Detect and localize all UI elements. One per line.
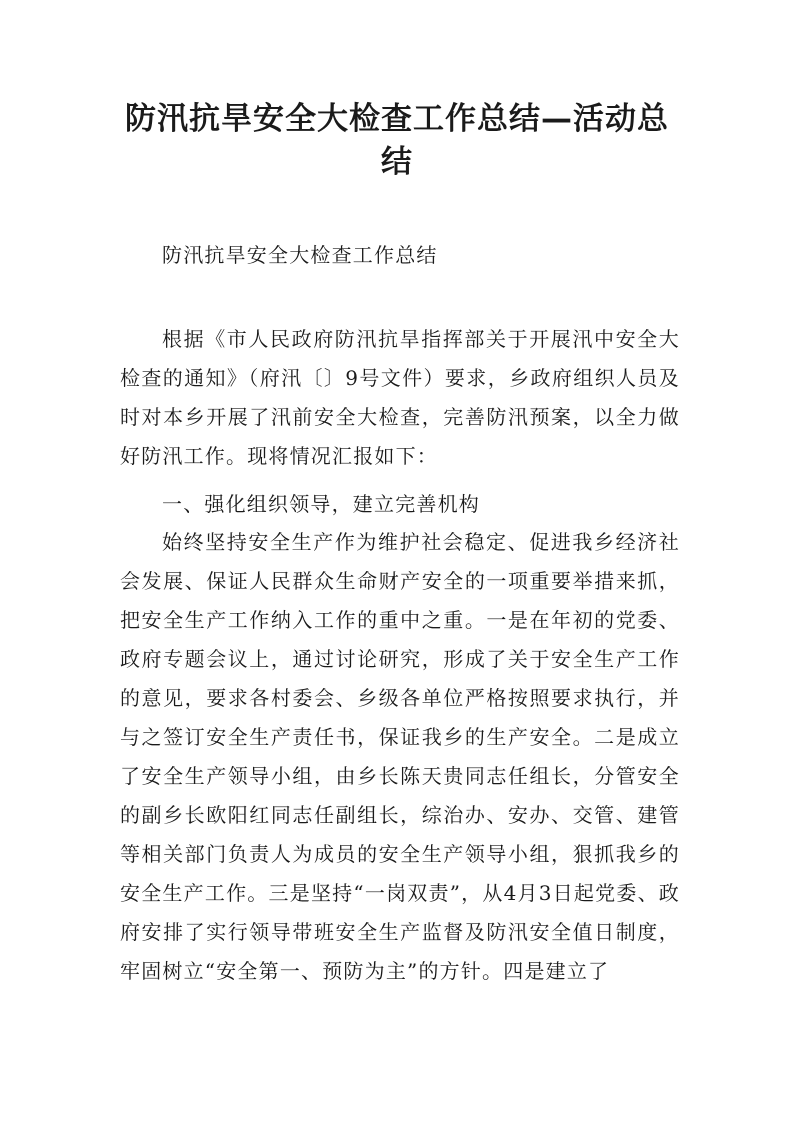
document-subtitle: 防汛抗旱安全大检查工作总结 [162,243,438,267]
section-heading: 一、强化组织领导，建立完善机构 [162,492,480,516]
intro-paragraph: 根据《市人民政府防汛抗旱指挥部关于开展汛中安全大检查的通知》（府汛〔〕9号文件）要求，乡政府组织人员及时对本乡开展了汛前安全大检查，完善防汛预案，以全力做好防汛工作。现将情况汇报如下： [120,327,680,468]
document-title: 防汛抗旱安全大检查工作总结—活动总结 [125,101,669,180]
section-paragraph: 始终坚持安全生产作为维护社会稳定、促进我乡经济社会发展、保证人民群众生命财产安全的一项重要举措来抓，把安全生产工作纳入工作的重中之重。一是在年初的党委、政府专题会议上，通过讨论研究，形成了关于安全生产工作的意见，要求各村委会、乡级各单位严格按照要求执行，并与之签订安全生产责任书，保证我乡的生产安全。二是成立了安全生产领导小组，由乡长陈天贵同志任组长，分管安全的副乡长欧阳红同志任副组长，综治办、安办、交管、建管等相关部门负责人为成员的安全生产领导小组，狠抓我乡的安全生产工作。三是坚持“一岗双责”，从4月3日起党委、政府安排了实行领导带班安全生产监督及防汛安全值日制度，牢固树立“安全第一、预防为主”的方针。四是建立了 [120,530,680,983]
